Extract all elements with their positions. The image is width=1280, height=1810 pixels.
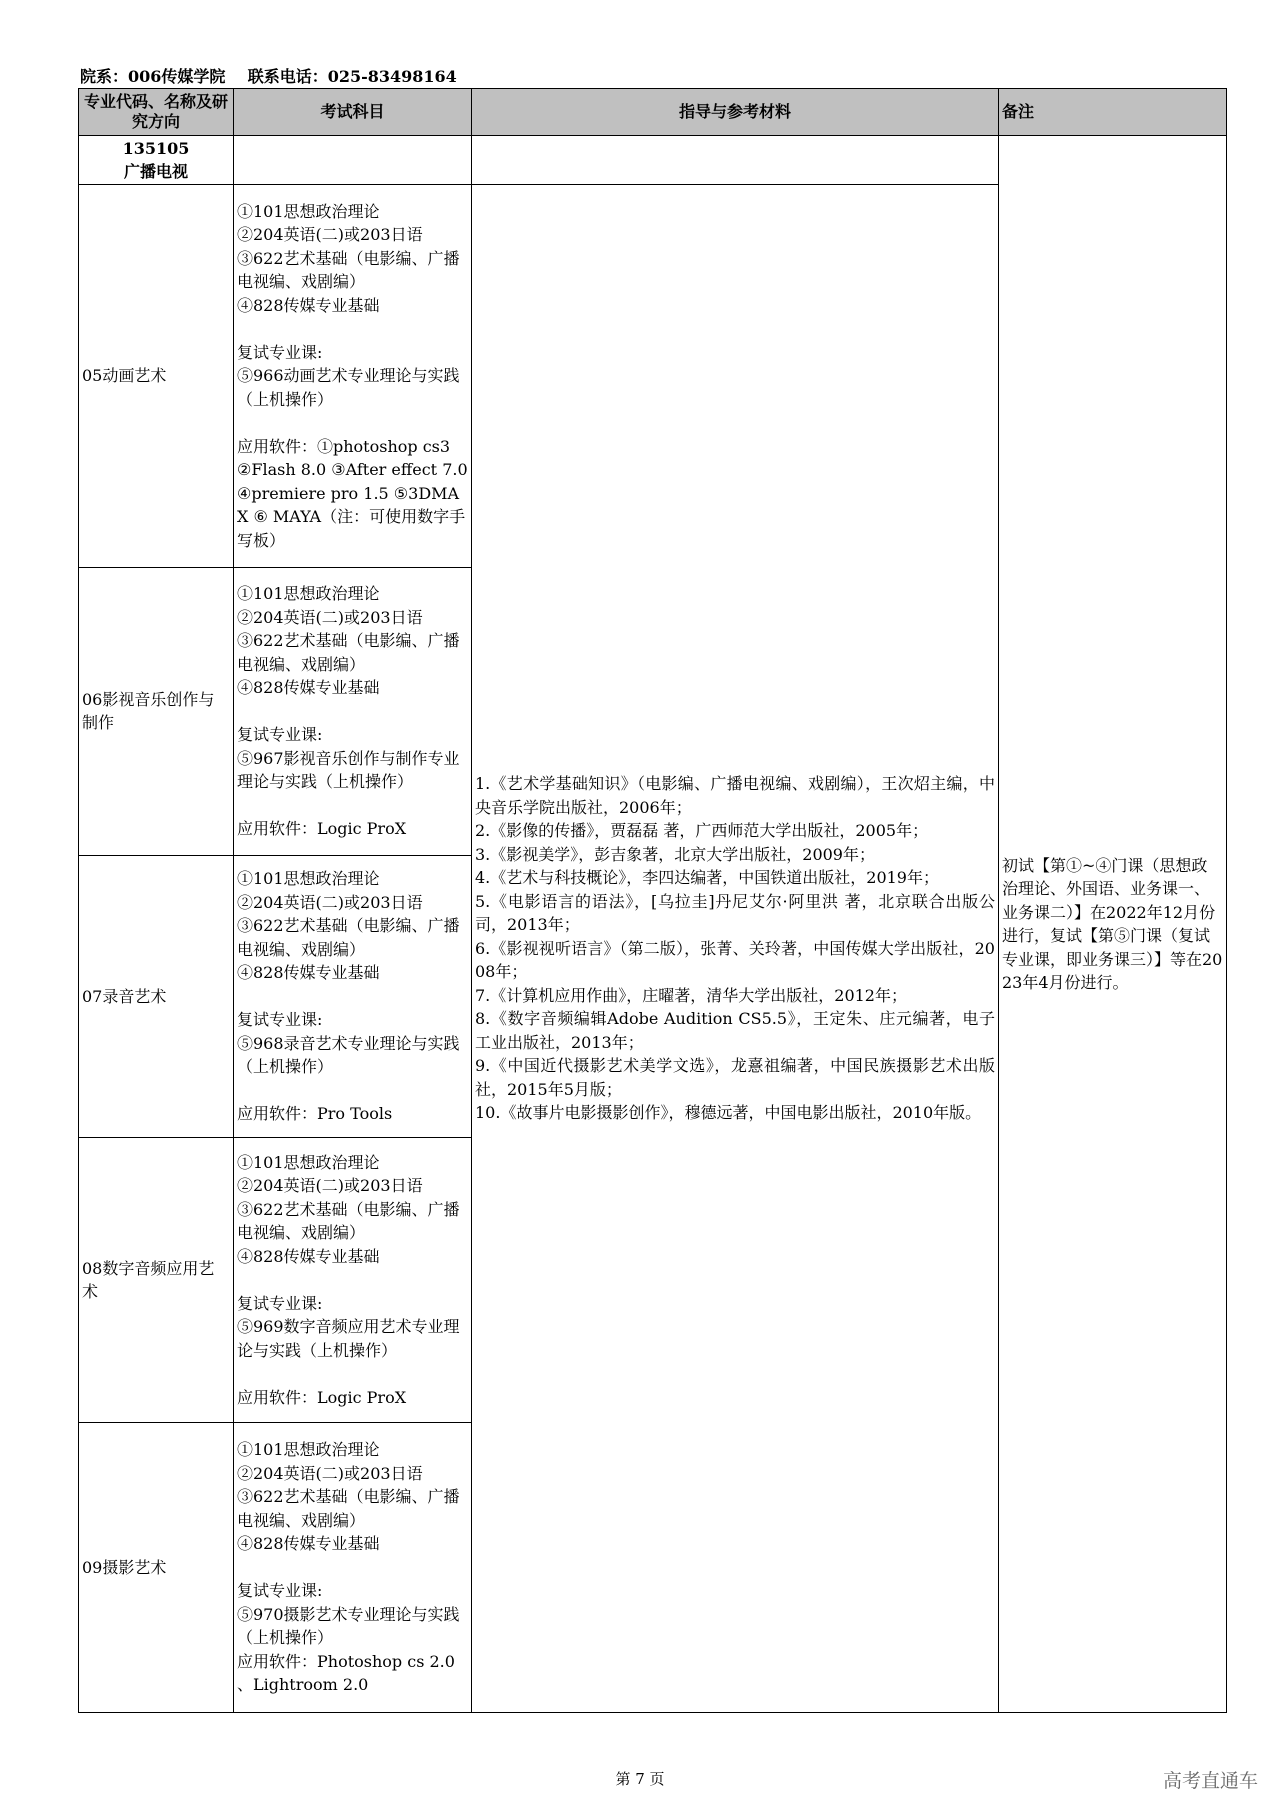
subject-line: ④828传媒专业基础 <box>237 678 380 698</box>
direction-name: 08数字音频应用艺术 <box>79 1138 234 1423</box>
spacer <box>237 411 468 435</box>
spacer <box>237 317 468 341</box>
reference-item: 7.《计算机应用作曲》，庄曜著，清华大学出版社，2012年； <box>475 985 907 1005</box>
department-header <box>80 64 457 87</box>
spacer <box>237 1362 468 1386</box>
program-name: 广播电视 <box>123 162 188 182</box>
subjects-cell <box>234 184 472 567</box>
program-table <box>78 88 1227 1713</box>
program-code: 135105 <box>122 138 190 158</box>
spacer <box>237 700 468 724</box>
subject-line: ④828传媒专业基础 <box>237 1534 380 1554</box>
spacer <box>237 794 468 818</box>
direction-name: 05动画艺术 <box>79 184 234 567</box>
subject-line: ⑤969数字音频应用艺术专业理论与实践（上机操作） <box>237 1317 460 1360</box>
column-header-subjects: 考试科目 <box>234 89 472 136</box>
subject-line: ②204英语(二)或203日语 <box>237 892 423 912</box>
subjects-cell <box>234 855 472 1137</box>
page-number: 第 7 页 <box>615 1770 665 1788</box>
subject-line: 复试专业课: <box>237 1293 323 1313</box>
subject-line: ④828传媒专业基础 <box>237 295 380 315</box>
spacer <box>237 985 468 1009</box>
subject-line: ⑤970摄影艺术专业理论与实践（上机操作） <box>237 1604 460 1648</box>
subject-line: 应用软件：①photoshop cs3 ②Flash 8.0 ③After effect 7.0 ④premiere pro 1.5 ⑤3DMAX ⑥ MAYA（注：可使用数字手写板） <box>237 436 468 550</box>
reference-item: 5.《电影语言的语法》，[乌拉圭]丹尼艾尔·阿里洪 著，北京联合出版公司，2013年； <box>475 891 995 935</box>
subject-line: ②204英语(二)或203日语 <box>237 607 423 627</box>
subject-line: ③622艺术基础（电影编、广播电视编、戏剧编） <box>237 631 460 674</box>
column-header-references: 指导与参考材料 <box>472 89 999 136</box>
spacer <box>237 1556 468 1580</box>
reference-item: 3.《影视美学》，彭吉象著，北京大学出版社，2009年； <box>475 844 875 864</box>
remark-cell: 初试【第①~④门课（思想政治理论、外国语、业务课一、业务课二）】在2022年12月份进行，复试【第⑤门课（复试专业课，即业务课三）】等在2023年4月份进行。 <box>999 136 1227 1713</box>
spacer <box>237 1079 468 1103</box>
subject-line: ①101思想政治理论 <box>237 1440 380 1460</box>
subject-line: ④828传媒专业基础 <box>237 963 380 983</box>
direction-name: 09摄影艺术 <box>79 1423 234 1713</box>
reference-item: 9.《中国近代摄影艺术美学文选》，龙憙祖编著，中国民族摄影艺术出版社，2015年5月版； <box>475 1056 995 1099</box>
subjects-cell <box>234 1423 472 1713</box>
subject-line: ③622艺术基础（电影编、广播电视编、戏剧编） <box>237 1487 460 1530</box>
subject-line: ①101思想政治理论 <box>237 201 380 221</box>
subjects-cell <box>234 568 472 855</box>
subject-line: ③622艺术基础（电影编、广播电视编、戏剧编） <box>237 916 460 959</box>
subject-line: ②204英语(二)或203日语 <box>237 225 423 245</box>
reference-item: 10.《故事片电影摄影创作》，穆德远著，中国电影出版社，2010年版。 <box>475 1103 982 1123</box>
subject-line: ②204英语(二)或203日语 <box>237 1176 423 1196</box>
subject-line: ④828传媒专业基础 <box>237 1246 380 1266</box>
subject-line: ③622艺术基础（电影编、广播电视编、戏剧编） <box>237 1199 460 1243</box>
subject-line: ③622艺术基础（电影编、广播电视编、戏剧编） <box>237 248 460 292</box>
reference-item: 4.《艺术与科技概论》，李四达编著，中国铁道出版社，2019年； <box>475 868 939 888</box>
contact-phone: 联系电话：025-83498164 <box>247 67 457 86</box>
table-header-row <box>79 89 1227 136</box>
subject-line: 应用软件：Pro Tools <box>237 1104 393 1124</box>
reference-item: 2.《影像的传播》，贾磊磊 著，广西师范大学出版社，2005年； <box>475 821 929 841</box>
reference-item: 8.《数字音频编辑Adobe Audition CS5.5》，王定朱、庄元编著，电子工业出版社，2013年； <box>475 1009 995 1052</box>
subjects-cell <box>234 1138 472 1423</box>
empty-subject-cell <box>234 136 472 184</box>
subject-line: 应用软件：Logic ProX <box>237 1387 407 1407</box>
column-header-program: 专业代码、名称及研究方向 <box>79 89 234 136</box>
watermark-brand: 高考直通车 <box>1162 1770 1258 1792</box>
reference-item: 1.《艺术学基础知识》（电影编、广播电视编、戏剧编），王次炤主编，中央音乐学院出版社，2006年； <box>475 774 995 817</box>
direction-name: 07录音艺术 <box>79 855 234 1137</box>
column-header-remark: 备注 <box>999 89 1227 136</box>
subject-line: 复试专业课: <box>237 1581 323 1601</box>
subject-line: ①101思想政治理论 <box>237 869 380 889</box>
subject-line: 复试专业课: <box>237 342 323 362</box>
spacer <box>237 1268 468 1292</box>
subject-line: ⑤968录音艺术专业理论与实践（上机操作） <box>237 1033 460 1077</box>
department-name: 院系：006传媒学院 <box>80 67 226 86</box>
subject-line: 复试专业课: <box>237 1010 323 1030</box>
subject-line: ②204英语(二)或203日语 <box>237 1463 423 1483</box>
subject-line: 复试专业课: <box>237 725 323 745</box>
direction-name: 06影视音乐创作与制作 <box>79 568 234 855</box>
empty-reference-cell <box>472 136 999 184</box>
program-code-cell <box>79 136 234 184</box>
subject-line: ①101思想政治理论 <box>237 584 380 604</box>
subject-line: ①101思想政治理论 <box>237 1152 380 1172</box>
references-cell <box>472 184 999 1712</box>
subject-line: 应用软件：Logic ProX <box>237 819 407 839</box>
program-code-row <box>79 136 1227 184</box>
subject-line: 应用软件：Photoshop cs 2.0 、Lightroom 2.0 <box>237 1651 455 1695</box>
reference-item: 6.《影视视听语言》（第二版），张菁、关玲著，中国传媒大学出版社，2008年； <box>475 938 995 982</box>
subject-line: ⑤967影视音乐创作与制作专业理论与实践（上机操作） <box>237 748 460 792</box>
subject-line: ⑤966动画艺术专业理论与实践（上机操作） <box>237 366 460 409</box>
